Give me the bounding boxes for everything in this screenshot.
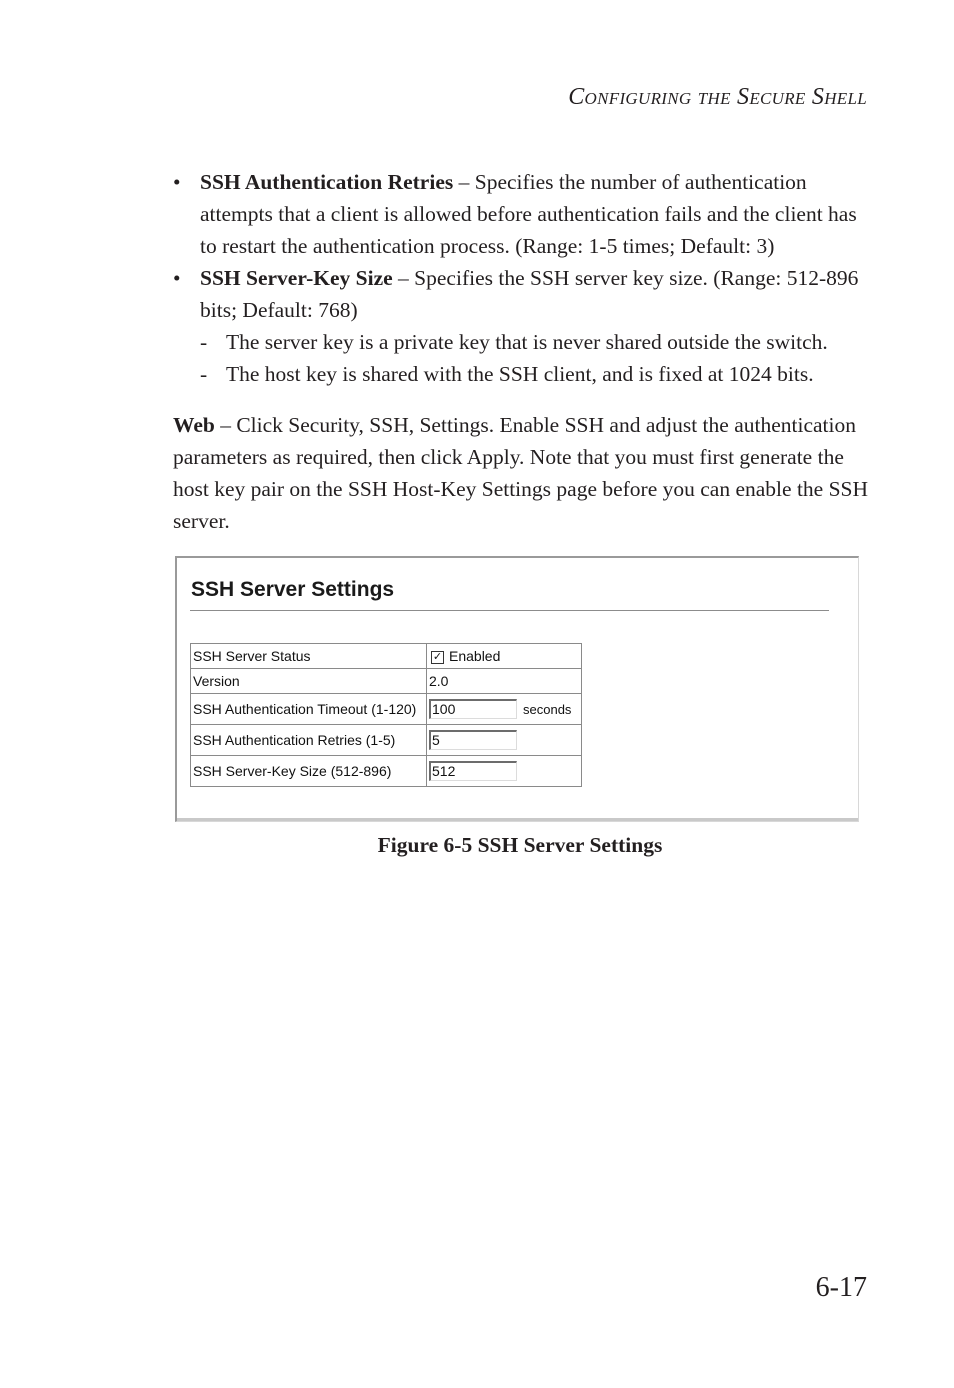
table-row	[191, 669, 582, 694]
screenshot-title: SSH Server Settings	[191, 578, 395, 601]
auth-retries-cell	[427, 725, 582, 756]
page-number: 6-17	[815, 1272, 867, 1303]
server-key-size-input[interactable]: 512	[429, 761, 517, 781]
auth-retries-input[interactable]: 5	[429, 730, 517, 750]
settings-table	[190, 643, 582, 787]
bullet-item-auth-retries	[173, 166, 873, 262]
dash-icon: -	[200, 362, 208, 386]
web-instructions	[173, 409, 873, 537]
body-text	[173, 166, 873, 537]
version-label: Version	[191, 669, 427, 694]
timeout-unit: seconds	[523, 701, 572, 717]
ssh-settings-screenshot	[175, 556, 859, 822]
dash-icon: -	[200, 330, 208, 354]
sub-item-text: The server key is a private key that is never shared outside the switch.	[226, 330, 828, 354]
bullet-term: SSH Authentication Retries	[200, 170, 454, 194]
auth-timeout-cell	[427, 694, 582, 725]
running-header: Configuring the Secure Shell	[568, 84, 867, 110]
table-row	[191, 644, 582, 669]
ssh-server-status-label: SSH Server Status	[191, 644, 427, 669]
bullet-description: – Specifies the SSH server key size. (Range: 512-896 bits; Default: 768)	[200, 266, 859, 322]
sub-item-text: The host key is shared with the SSH client, and is fixed at 1024 bits.	[226, 362, 814, 386]
version-value: 2.0	[427, 669, 582, 694]
auth-timeout-input[interactable]: 100	[429, 699, 517, 719]
figure-caption: Figure 6-5 SSH Server Settings	[377, 833, 663, 857]
ssh-server-status-cell	[427, 644, 582, 669]
frame-bottom-edge	[177, 818, 858, 821]
bullet-item-server-key-size	[173, 262, 873, 326]
enabled-checkbox[interactable]: ✓	[432, 650, 443, 663]
table-row	[191, 725, 582, 756]
sub-item-server-key	[173, 326, 873, 358]
bullet-icon: •	[173, 266, 181, 290]
sub-item-host-key	[173, 358, 873, 390]
server-key-size-label: SSH Server-Key Size (512-896)	[191, 756, 427, 787]
web-text: – Click Security, SSH, Settings. Enable SSH and adjust the authentication parameters as required, then click Apply. Note that you must first generate the host key pair on the SSH Host-Key Settings page before you can enable the SSH server.	[173, 413, 869, 533]
bullet-term: SSH Server-Key Size	[200, 266, 393, 290]
title-divider	[190, 610, 829, 611]
server-key-size-cell	[427, 756, 582, 787]
bullet-icon: •	[173, 170, 181, 194]
table-row	[191, 694, 582, 725]
auth-timeout-label: SSH Authentication Timeout (1-120)	[191, 694, 427, 725]
web-label: Web	[173, 413, 215, 437]
table-row	[191, 756, 582, 787]
bullet-description: – Specifies the number of authentication attempts that a client is allowed before authentication fails and the client has to restart the authentication process. (Range: 1-5 times; Default: 3)	[200, 170, 857, 258]
auth-retries-label: SSH Authentication Retries (1-5)	[191, 725, 427, 756]
enabled-checkbox-label: Enabled	[449, 648, 501, 664]
